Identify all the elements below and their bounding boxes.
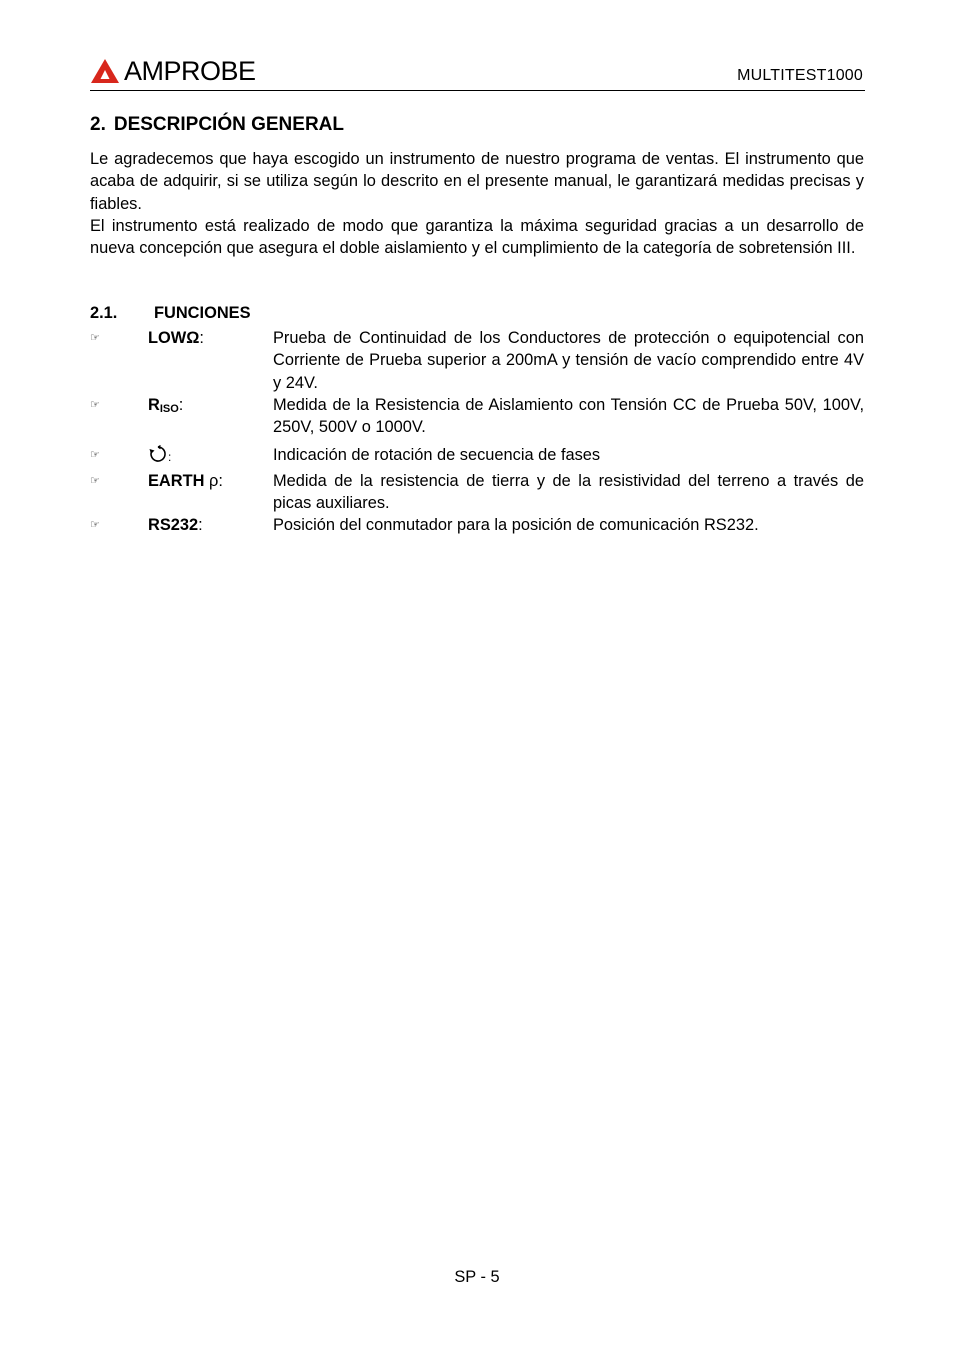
function-name: RS232:: [148, 516, 203, 535]
page-header: [90, 54, 865, 91]
pointing-hand-icon: ☞: [90, 398, 100, 411]
function-description: Indicación de rotación de secuencia de fases: [273, 446, 601, 465]
list-item: [90, 327, 864, 394]
section-body: [90, 148, 864, 259]
document-title: MULTITEST1000: [737, 67, 863, 84]
section-heading: [90, 114, 344, 136]
function-name: EARTH ρ:: [148, 471, 223, 490]
list-item: [90, 444, 864, 468]
section-title: DESCRIPCIÓN GENERAL: [113, 114, 344, 135]
paragraph: El instrumento está realizado de modo que garantiza la máxima seguridad gracias a un desarrollo de nueva concepción que asegura el doble aislamiento y el cumplimiento de la categoría de sobretensión III.: [90, 216, 864, 258]
pointing-hand-icon: ☞: [90, 474, 100, 487]
function-description: Posición del conmutador para la posición de comunicación RS232.: [273, 516, 759, 535]
list-item: [90, 470, 864, 515]
functions-list: [90, 327, 864, 537]
function-description: Medida de la Resistencia de Aislamiento con Tensión CC de Prueba 50V, 100V, 250V, 500V o 1000V.: [273, 395, 864, 437]
subsection-title: FUNCIONES: [154, 304, 251, 322]
list-item: [90, 394, 864, 439]
list-item: [90, 514, 864, 536]
logo-text: AMPROBE: [124, 56, 256, 86]
phase-rotation-icon: [148, 444, 168, 464]
function-name: LOWΩ:: [148, 329, 204, 347]
subsection-heading: [90, 304, 251, 323]
function-name: RISO:: [148, 395, 184, 415]
function-name: :: [148, 444, 273, 468]
pointing-hand-icon: ☞: [90, 332, 100, 344]
pointing-hand-icon: ☞: [90, 519, 100, 532]
function-description: Prueba de Continuidad de los Conductores de protección o equipotencial con Corriente de Prueba superior a 200mA y tensión de vacío comprendido entre 4V y 24V.: [273, 329, 864, 392]
paragraph: Le agradecemos que haya escogido un instrumento de nuestro programa de ventas. El instrumento que acaba de adquirir, si se utiliza según lo descrito en el presente manual, le garantizará medidas precisas y fiables.: [90, 150, 864, 213]
amprobe-logo: [90, 56, 256, 86]
function-description: Medida de la resistencia de tierra y de la resistividad del terreno a través de picas auxiliares.: [273, 471, 864, 513]
page-number: SP - 5: [454, 1268, 500, 1286]
subsection-number: 2.1.: [90, 304, 118, 322]
section-number: 2.: [90, 114, 106, 135]
pointing-hand-icon: ☞: [90, 449, 100, 462]
warning-triangle-icon: [90, 58, 120, 84]
